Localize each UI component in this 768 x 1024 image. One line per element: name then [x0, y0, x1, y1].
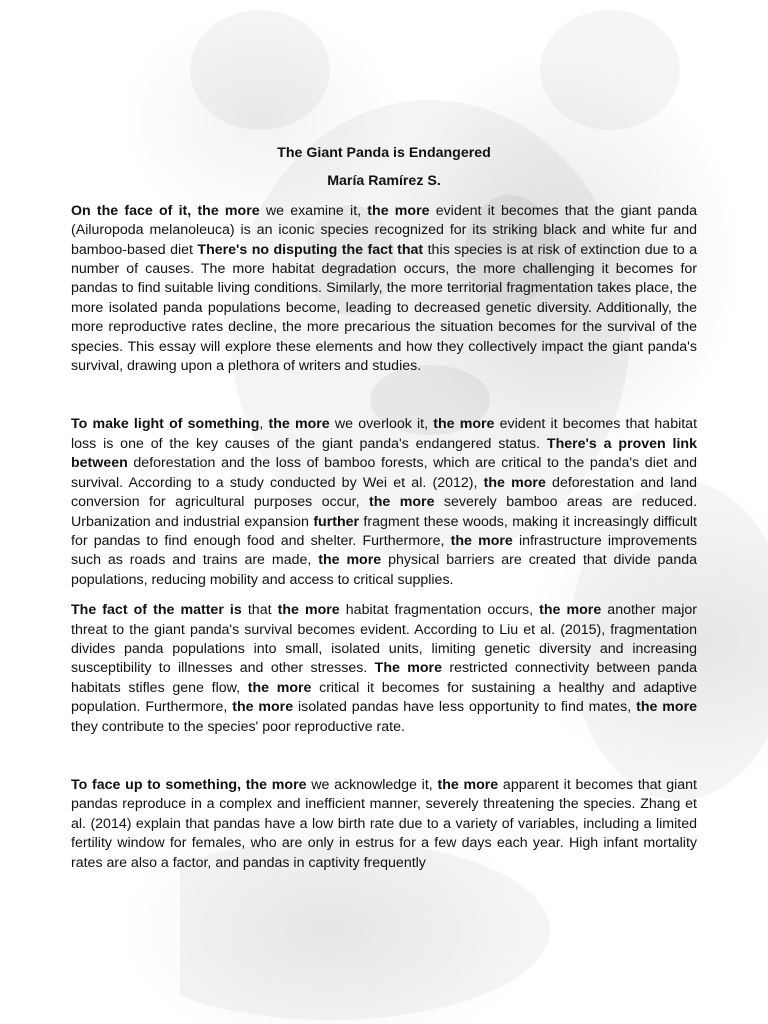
- text-run: physical barriers are created that divide panda populations, reducing mobility and access to critical supplies.: [71, 552, 697, 588]
- bold-phrase: the more: [268, 416, 330, 433]
- bold-phrase: There's a proven link between: [71, 435, 697, 472]
- bold-phrase: the more: [450, 532, 513, 549]
- paragraph-2: [71, 415, 697, 590]
- text-run: ,: [259, 416, 269, 433]
- bold-phrase: the more: [277, 602, 340, 619]
- bold-phrase: the more: [539, 602, 602, 619]
- text-run: we examine it,: [259, 202, 368, 219]
- bold-phrase: the more: [369, 494, 435, 511]
- text-run: they contribute to the species' poor reproductive rate.: [71, 718, 405, 735]
- document-author: María Ramírez S.: [327, 173, 441, 190]
- bold-phrase: the more: [367, 202, 430, 219]
- bold-phrase: There's no disputing the fact that: [197, 241, 424, 258]
- text-run: that: [241, 602, 278, 619]
- text-run: critical it becomes for sustaining a healthy and adaptive population. Furthermore,: [71, 679, 697, 716]
- text-run: another major threat to the giant panda's survival becomes evident. According to Liu et al. (2015), fragmentation divides panda populations into small, isolated units, limiting genetic diversity and increasing susceptibility to illnesses and other stresses.: [71, 602, 697, 677]
- text-run: habitat fragmentation occurs,: [339, 602, 540, 619]
- text-run: infrastructure improvements such as roads and trains are made,: [71, 532, 697, 569]
- paragraph-4: [71, 776, 697, 873]
- paragraph-3: [71, 601, 697, 737]
- bold-phrase: To make light of something: [71, 416, 260, 433]
- text-run: deforestation and land conversion for agricultural purposes occur,: [71, 474, 697, 511]
- bold-phrase: the more: [437, 776, 499, 793]
- text-run: fragment these woods, making it increasingly difficult for pandas to find enough food and shelter. Furthermore,: [71, 513, 697, 549]
- text-run: this species is at risk of extinction due to a number of causes. The more habitat degradation occurs, the more challenging it becomes for pandas to find suitable living conditions. Similarly, the more territorial fragmentation takes place, the more isolated panda populations become, leading to decreased genetic diversity. Additionally, the more reproductive rates decline, the more precarious the situation becomes for the survival of the species. This essay will explore these elements and how they collectively impact the giant panda's survival, drawing upon a plethora of writers and studies.: [71, 241, 698, 375]
- text-run: restricted connectivity between panda habitats stifles gene flow,: [71, 660, 698, 696]
- bold-phrase: the more: [636, 699, 697, 716]
- document-title: The Giant Panda is Endangered: [277, 145, 491, 161]
- text-run: isolated pandas have less opportunity to find mates,: [293, 699, 637, 716]
- text-run: deforestation and the loss of bamboo forests, which are critical to the panda's diet and survival. According to a study conducted by Wei et al. (2012),: [71, 455, 697, 491]
- bold-phrase: the more: [247, 679, 312, 696]
- bold-phrase: The fact of the matter is: [71, 602, 242, 619]
- bold-phrase: the more: [483, 474, 546, 491]
- bold-phrase: the more: [232, 699, 294, 716]
- text-run: severely bamboo areas are reduced. Urbanization and industrial expansion: [71, 494, 698, 530]
- text-run: we acknowledge it,: [306, 776, 438, 793]
- bold-phrase: the more: [318, 552, 382, 569]
- text-run: evident it becomes that the giant panda (Ailuropoda melanoleuca) is an iconic species recognized for its striking black and white fur and bamboo-based diet: [71, 202, 697, 258]
- bold-phrase: further: [313, 513, 360, 530]
- text-run: evident it becomes that habitat loss is one of the key causes of the giant panda's endangered status.: [71, 416, 698, 452]
- bold-phrase: the more: [433, 416, 495, 433]
- bold-phrase: To face up to something, the more: [71, 776, 307, 793]
- bold-phrase: On the face of it, the more: [71, 202, 260, 219]
- bold-phrase: The more: [374, 660, 442, 677]
- document-body: [71, 144, 697, 873]
- paragraph-1: [71, 202, 697, 377]
- text-run: apparent it becomes that giant pandas reproduce in a complex and inefficient manner, severely threatening the species. Zhang et al. (2014) explain that pandas have a low birth rate due to a variety of variables, including a limited fertility window for females, who are only in estrus for a few days each year. High infant mortality rates are also a factor, and pandas in captivity frequently: [71, 776, 697, 871]
- text-run: we overlook it,: [329, 416, 434, 433]
